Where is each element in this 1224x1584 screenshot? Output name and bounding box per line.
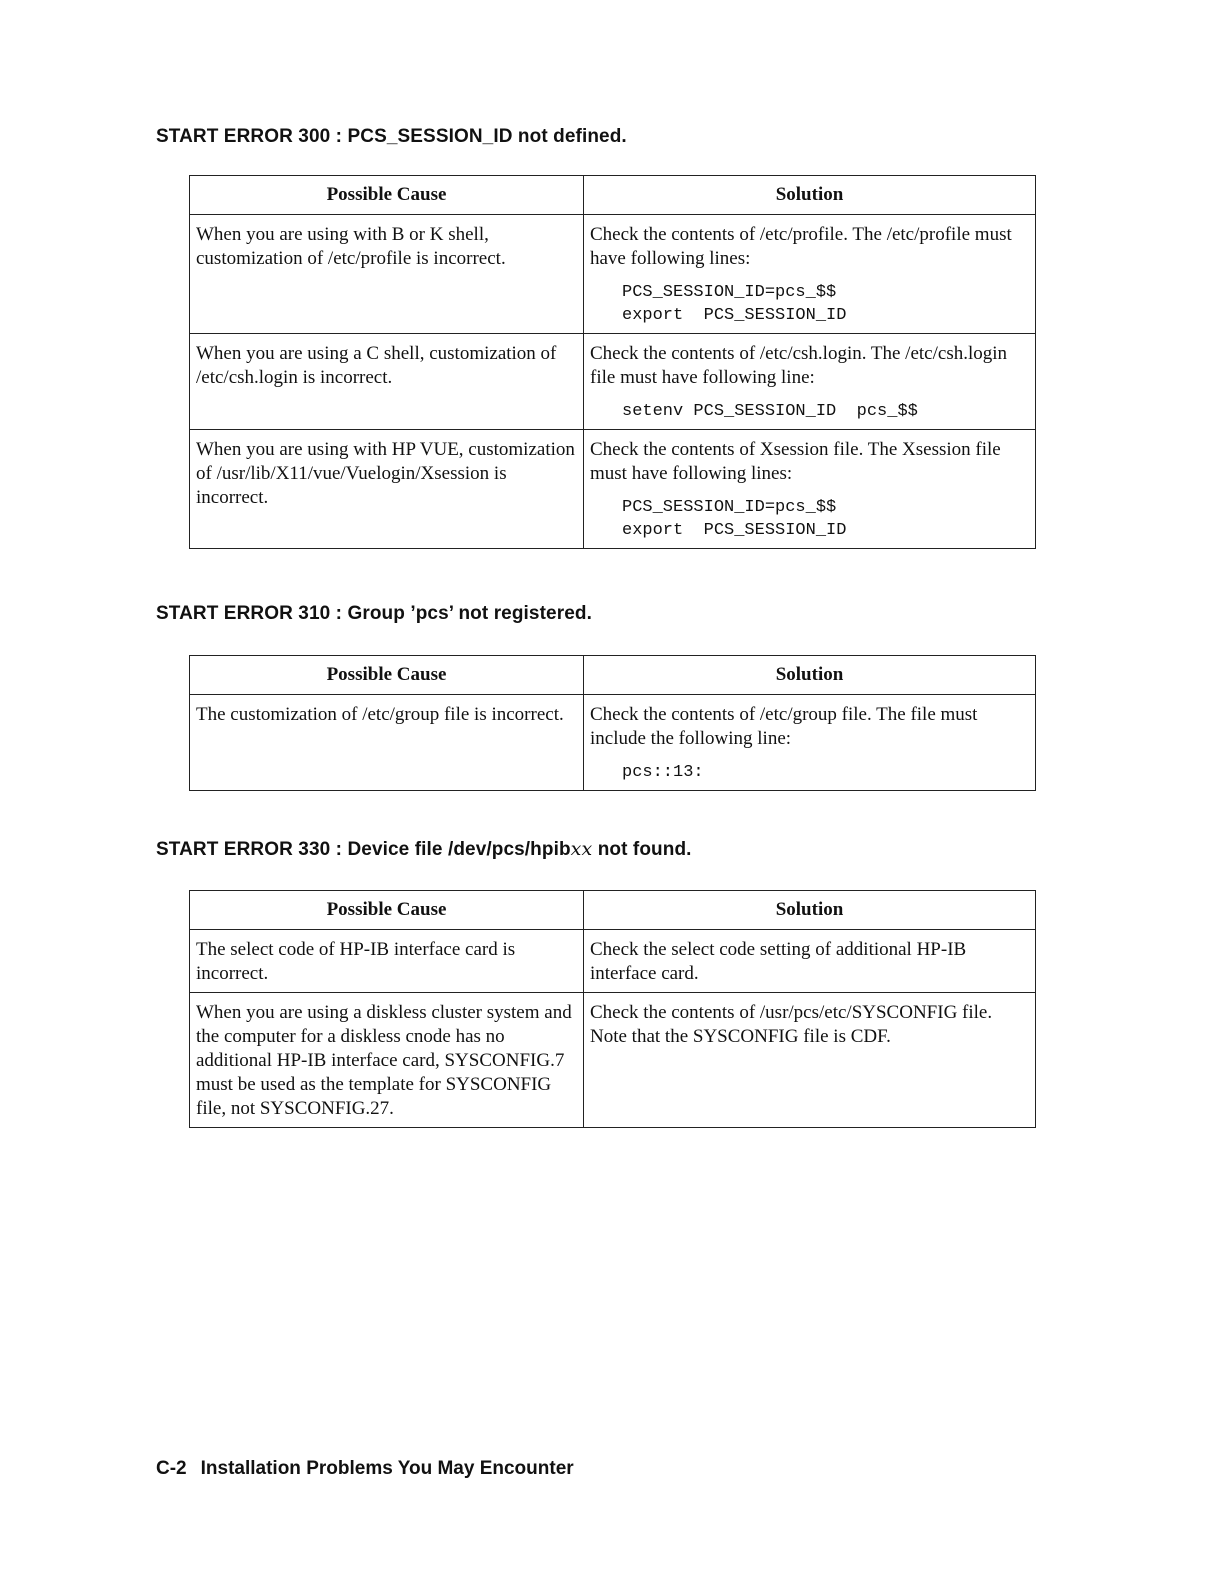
section-title-error-300: START ERROR 300 : PCS_SESSION_ID not defined. — [156, 126, 627, 147]
table-row — [190, 430, 1036, 549]
solution-text: Check the contents of /etc/profile. The /etc/profile must have following lines: — [590, 224, 1012, 269]
code-line: export PCS_SESSION_ID — [622, 521, 847, 540]
solution-cell — [584, 430, 1036, 549]
code-line: setenv PCS_SESSION_ID pcs_$$ — [622, 402, 918, 421]
cause-cell: When you are using a C shell, customization of /etc/csh.login is incorrect. — [190, 334, 584, 430]
header-solution: Solution — [584, 891, 1036, 930]
error-300-table — [189, 175, 1036, 549]
error-330-table — [189, 890, 1036, 1128]
page-number: C-2 — [156, 1458, 187, 1479]
cause-cell: When you are using a diskless cluster system and the computer for a diskless cnode has no additional HP-IB interface card, SYSCONFIG.7 must be used as the template for SYSCONFIG file, not SYSCONFIG.27. — [190, 993, 584, 1128]
table-header-row — [190, 891, 1036, 930]
code-block — [622, 400, 1029, 423]
section-title-error-330 — [156, 838, 692, 861]
header-possible-cause: Possible Cause — [190, 176, 584, 215]
header-solution: Solution — [584, 176, 1036, 215]
solution-cell: Check the select code setting of additional HP-IB interface card. — [584, 930, 1036, 993]
table-row — [190, 334, 1036, 430]
table-row — [190, 993, 1036, 1128]
table-row — [190, 695, 1036, 791]
title-variable: xx — [570, 838, 593, 860]
code-block — [622, 761, 1029, 784]
table-header-row — [190, 176, 1036, 215]
solution-text: Check the contents of Xsession file. The Xsession file must have following lines: — [590, 439, 1001, 484]
cause-cell: The select code of HP-IB interface card is incorrect. — [190, 930, 584, 993]
table-header-row — [190, 656, 1036, 695]
solution-cell — [584, 334, 1036, 430]
header-solution: Solution — [584, 656, 1036, 695]
solution-cell — [584, 215, 1036, 334]
code-line: export PCS_SESSION_ID — [622, 306, 847, 325]
table-row — [190, 215, 1036, 334]
solution-text: Check the contents of /etc/group file. The file must include the following line: — [590, 704, 978, 749]
solution-cell — [584, 695, 1036, 791]
code-line: PCS_SESSION_ID=pcs_$$ — [622, 283, 837, 302]
title-text: not found. — [592, 839, 692, 860]
title-text: START ERROR 330 : Device file /dev/pcs/hpib — [156, 839, 571, 860]
code-line: pcs::13: — [622, 763, 704, 782]
error-310-table — [189, 655, 1036, 791]
header-possible-cause: Possible Cause — [190, 891, 584, 930]
solution-cell: Check the contents of /usr/pcs/etc/SYSCONFIG file. Note that the SYSCONFIG file is CDF. — [584, 993, 1036, 1128]
section-title-error-310: START ERROR 310 : Group ’pcs’ not registered. — [156, 603, 592, 624]
solution-text: Check the contents of /etc/csh.login. The /etc/csh.login file must have following line: — [590, 343, 1008, 388]
code-line: PCS_SESSION_ID=pcs_$$ — [622, 498, 837, 517]
code-block — [622, 281, 1029, 327]
cause-cell: When you are using with B or K shell, customization of /etc/profile is incorrect. — [190, 215, 584, 334]
cause-cell: When you are using with HP VUE, customization of /usr/lib/X11/vue/Vuelogin/Xsession is incorrect. — [190, 430, 584, 549]
page-footer — [156, 1458, 574, 1480]
footer-title: Installation Problems You May Encounter — [200, 1458, 574, 1479]
header-possible-cause: Possible Cause — [190, 656, 584, 695]
cause-cell: The customization of /etc/group file is incorrect. — [190, 695, 584, 791]
code-block — [622, 496, 1029, 542]
table-row — [190, 930, 1036, 993]
